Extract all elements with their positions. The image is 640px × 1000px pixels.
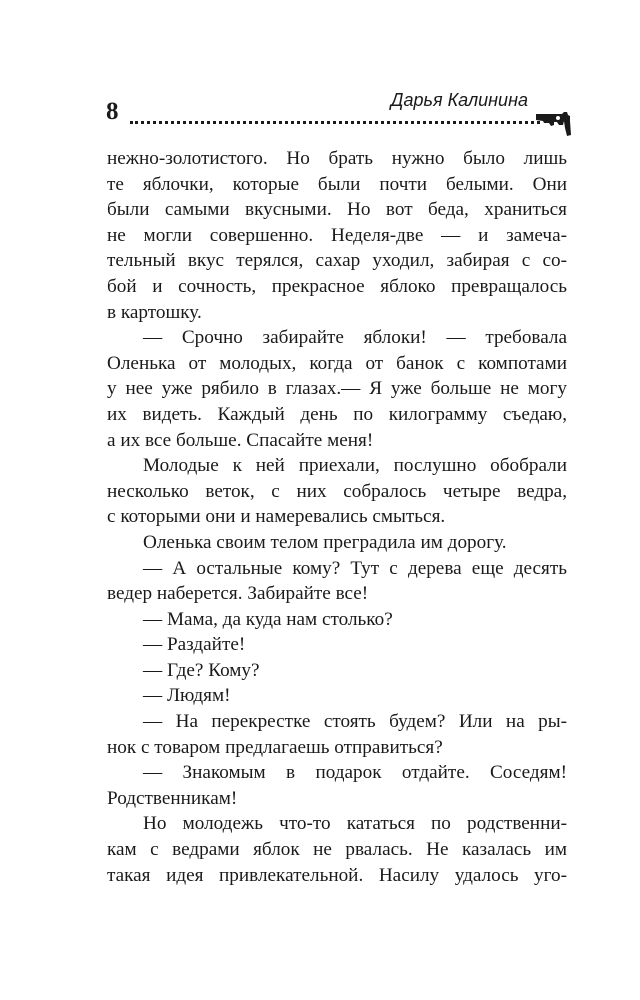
text-line: те яблочки, которые были почти белыми. Они (107, 173, 567, 195)
text-line: их видеть. Каждый день по килограмму съедаю, (107, 403, 567, 425)
running-head-author: Дарья Калинина (390, 90, 528, 110)
text-line: Родственникам! (107, 787, 238, 809)
text-line: — А остальные кому? Тут с дерева еще десять (143, 557, 567, 579)
text-line: у нее уже рябило в глазах.— Я уже больше не могу (107, 378, 567, 400)
text-line: кам с ведрами яблок не рвалась. Не казалась им (107, 839, 567, 861)
page-number: 8 (106, 98, 119, 125)
text-line: — Раздайте! (143, 634, 246, 656)
body-text (107, 146, 567, 888)
text-line: в картошку. (107, 301, 202, 323)
text-line: — Срочно забирайте яблоки! — требовала (143, 327, 567, 349)
text-line: Но молодежь что-то кататься по родственни- (143, 813, 567, 835)
running-header (0, 0, 640, 140)
text-line: — Знакомым в подарок отдайте. Соседям! (143, 762, 567, 784)
text-line: ведер наберется. Забирайте все! (107, 583, 369, 605)
text-line: такая идея привлекательной. Насилу удалось уго- (107, 864, 567, 886)
text-line: Молодые к ней приехали, послушно обобрали (143, 455, 567, 477)
text-line: с которыми они и намеревались смыться. (107, 506, 446, 528)
text-line: Оленька своим телом преградила им дорогу. (143, 531, 507, 553)
text-line: — На перекрестке стоять будем? Или на ры- (143, 711, 567, 733)
text-line: а их все больше. Спасайте меня! (107, 429, 374, 451)
text-line: — Людям! (143, 685, 231, 707)
text-line: — Где? Кому? (143, 659, 260, 681)
text-line: — Мама, да куда нам столько? (143, 608, 393, 630)
text-line: были самыми вкусными. Но вот беда, храниться (107, 199, 567, 221)
dotted-leader (130, 121, 540, 124)
text-line: нежно-золотистого. Но брать нужно было лишь (107, 148, 567, 169)
text-line: Оленька от молодых, когда от банок с компотами (107, 352, 567, 374)
text-line: бой и сочность, прекрасное яблоко превращалось (107, 275, 567, 297)
text-line: не могли совершенно. Неделя-две — и замеча- (107, 224, 567, 246)
text-line: нок с товаром предлагаешь отправиться? (107, 736, 443, 758)
text-line: несколько веток, с них собралось четыре ведра, (107, 480, 567, 502)
revolver-icon (534, 108, 574, 138)
text-line: тельный вкус терялся, сахар уходил, забирая с со- (107, 250, 567, 272)
